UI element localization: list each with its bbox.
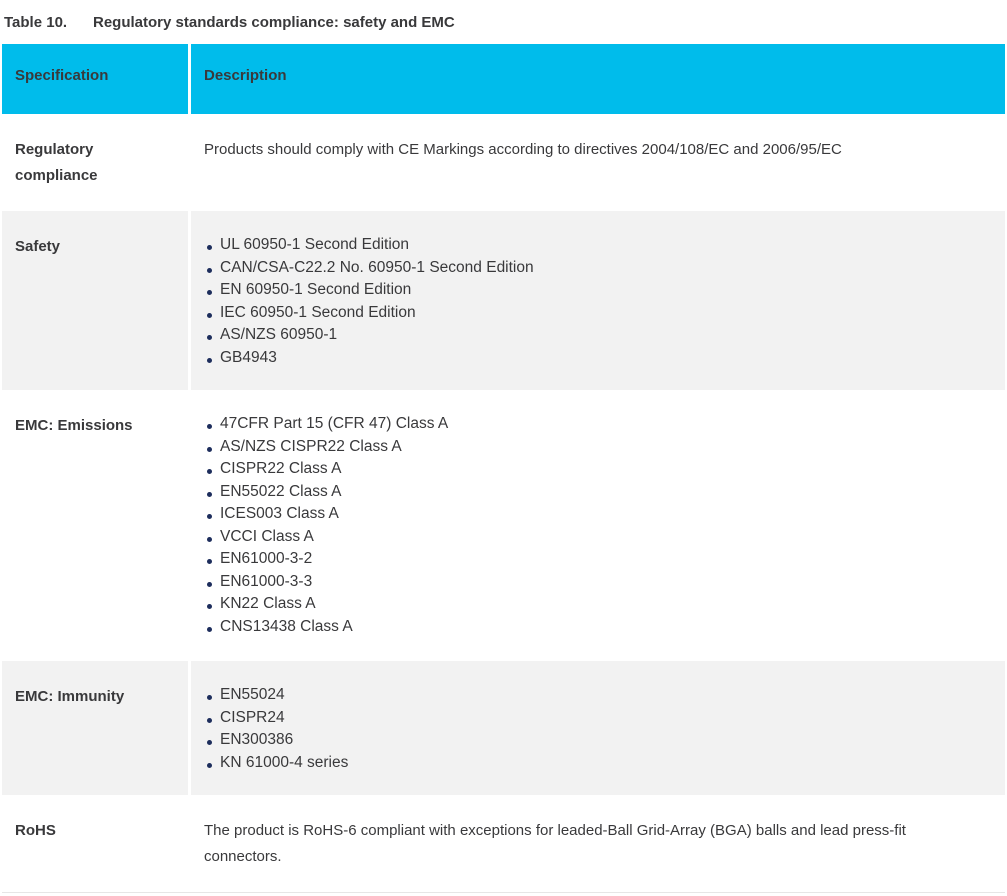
list-item: EN61000-3-3 [207,571,1005,594]
list-item: EN55022 Class A [207,481,1005,504]
spec-emc-immunity: EMC: Immunity [15,688,125,705]
list-item: EN55024 [207,684,1005,707]
table-number: Table 10. [4,14,68,31]
spec-cell [2,114,190,211]
compliance-table [2,44,1005,892]
list-item: KN 61000-4 series [207,752,1005,775]
list-item: UL 60950-1 Second Edition [207,234,1005,257]
description-cell [190,114,1006,211]
list-item: VCCI Class A [207,526,1005,549]
spec-safety: Safety [15,238,61,255]
list-item: CAN/CSA-C22.2 No. 60950-1 Second Edition [207,257,1005,280]
spec-emc-emissions: EMC: Emissions [15,417,133,434]
table-caption [4,14,455,31]
list-item: EN300386 [207,729,1005,752]
spec-cell [2,661,190,795]
table-row [2,114,1005,211]
spec-cell [2,390,190,661]
list-item: CNS13438 Class A [207,616,1005,639]
list-item: GB4943 [207,347,1005,370]
table-row [2,661,1005,795]
list-item: EN61000-3-2 [207,548,1005,571]
list-item: AS/NZS CISPR22 Class A [207,436,1005,459]
list-item: IEC 60950-1 Second Edition [207,302,1005,325]
spec-rohs: RoHS [15,822,56,839]
safety-list [191,211,1005,369]
header-specification: Specification [2,44,190,114]
table-title: Regulatory standards compliance: safety and EMC [93,14,455,31]
description-cell [190,390,1006,661]
description-text: The product is RoHS-6 compliant with exceptions for leaded-Ball Grid-Array (BGA) balls and lead press-fit connectors. [204,822,906,865]
spec-cell [2,795,190,892]
description-cell [190,661,1006,795]
table-bottom-divider [2,892,1005,893]
header-description: Description [190,44,1006,114]
list-item: 47CFR Part 15 (CFR 47) Class A [207,413,1005,436]
emissions-list [191,390,1005,638]
table-header-row [2,44,1005,114]
list-item: KN22 Class A [207,593,1005,616]
table-row [2,211,1005,390]
description-cell [190,795,1006,892]
list-item: ICES003 Class A [207,503,1005,526]
description-text: Products should comply with CE Markings according to directives 2004/108/EC and 2006/95/EC [204,141,842,158]
table-row [2,795,1005,892]
spec-cell [2,211,190,390]
immunity-list [191,661,1005,774]
list-item: EN 60950-1 Second Edition [207,279,1005,302]
table-row [2,390,1005,661]
list-item: AS/NZS 60950-1 [207,324,1005,347]
spec-regulatory-compliance: Regulatory compliance [15,141,98,184]
list-item: CISPR22 Class A [207,458,1005,481]
list-item: CISPR24 [207,707,1005,730]
description-cell [190,211,1006,390]
